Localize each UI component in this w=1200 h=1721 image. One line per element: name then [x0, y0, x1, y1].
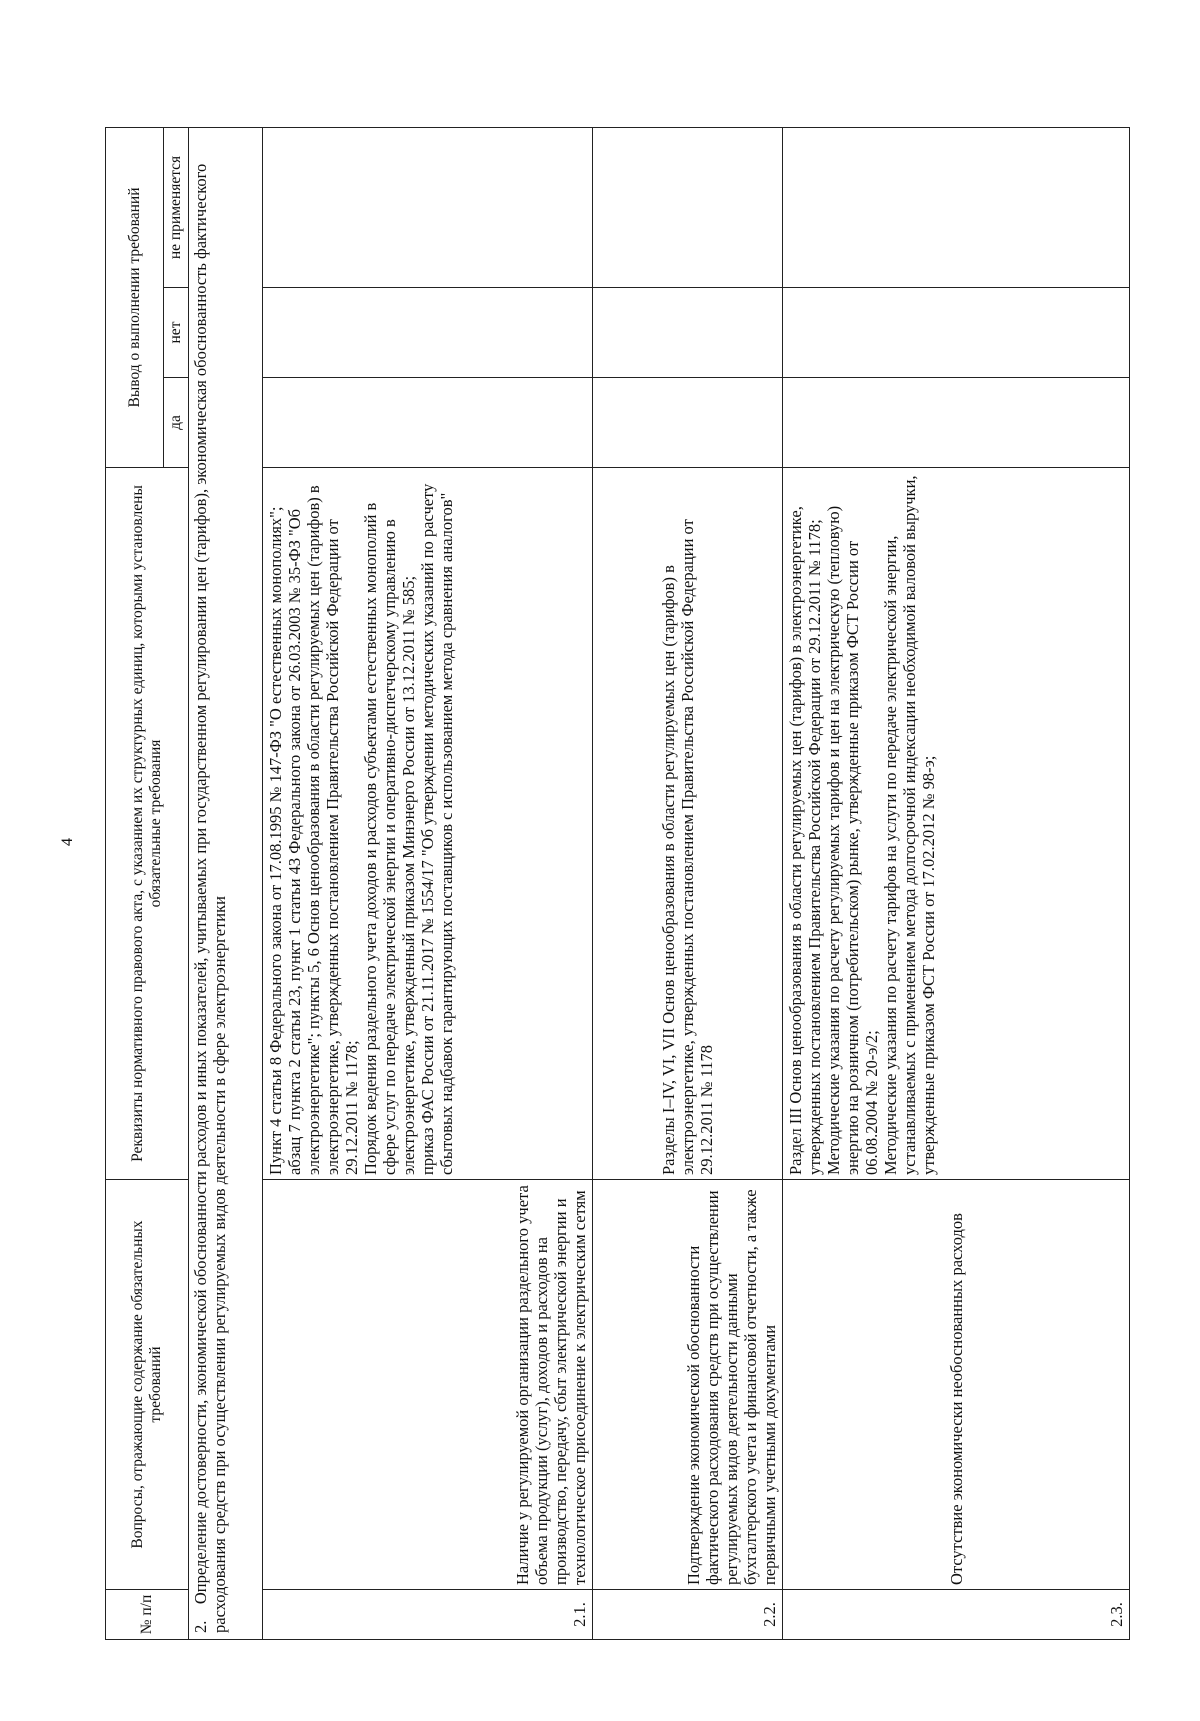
requisite-item: абзац 7 пункта 2 статьи 23, пункт 1 статьи 43 Федерального закона от 26.03.2003 № 35-ФЗ "Об электроэнергетике"; пункты 5, 6 Основ ценообразования в области регулируемых цен (тарифов) в электроэнергетике, утвержденных постановлением Правительства Российской Федерации от 29.12.2011 № 1178;: [285, 481, 361, 1175]
answer-yes-cell[interactable]: [783, 378, 1130, 468]
table-header-row: [106, 127, 164, 1639]
row-requisites: [783, 468, 1130, 1180]
answer-na-cell[interactable]: [593, 127, 783, 287]
section-text: Определение достоверности, экономической обоснованности расходов и иных показателей, учитываемых при государственном регулировании цен (тарифов), экономическая обоснованность фактического расходования средств при осуществлении регулируемых видов деятельности в сфере электроэнергетики: [191, 163, 229, 1633]
requisite-item: Пункт 4 статьи 8 Федерального закона от 17.08.1995 № 147-ФЗ "О естественных монополиях";: [266, 506, 285, 1175]
requisite-item: Раздел III Основ ценообразования в области регулируемых цен (тарифов) в электроэнергетике, утвержденных постановлением Правительства Российской Федерации от 29.12.2011 № 1178;: [786, 502, 824, 1175]
requisite-item: приказ ФАС России от 21.11.2017 № 1554/17 "Об утверждении методических указаний по расчету сбытовых надбавок гарантирующих поставщиков с использованием метода сравнения аналогов": [418, 479, 456, 1175]
section-num: 2.: [191, 1620, 210, 1633]
row-question: Наличие у регулируемой организации раздельного учета объема продукции (услуг), доходов и расходов на производство, передачу, сбыт электрической энергии и технологическое присоединение к электрическим сетям: [263, 1180, 593, 1590]
requisite-item: Методические указания по расчету регулируемых тарифов и цен на электрическую (тепловую) энергию на розничном (потребительском) рынке, утвержденные приказом ФСТ России от 06.08.2004 № 20-э/2;: [824, 501, 881, 1175]
requisite-item: Разделы I–IV, VI, VII Основ ценообразования в области регулируемых цен (тарифов) в электроэнергетике, утвержденных постановлением Правительства Российской Федерации от 29.12.2011 № 1178: [659, 515, 716, 1175]
row-question: Подтверждение экономической обоснованности фактического расходования средств при осуществлении регулируемых видов деятельности данными бухгалтерского учета и финансовой отчетности, а также первичными учетными документами: [593, 1180, 783, 1590]
requirements-table-frame: [105, 128, 1130, 1640]
header-no: нет: [164, 288, 189, 378]
row-num: 2.3.: [783, 1590, 1130, 1640]
header-requisites: Реквизиты нормативного правового акта, с указанием их структурных единиц, которыми установлены обязательные требования: [106, 468, 189, 1180]
header-na: не применяется: [164, 127, 189, 287]
table-row: [593, 127, 783, 1639]
answer-no-cell[interactable]: [263, 288, 593, 378]
answer-no-cell[interactable]: [593, 288, 783, 378]
row-question: Отсутствие экономически необоснованных расходов: [783, 1180, 1130, 1590]
row-num: 2.2.: [593, 1590, 783, 1640]
row-requisites: [263, 468, 593, 1180]
answer-yes-cell[interactable]: [263, 378, 593, 468]
header-yes: да: [164, 378, 189, 468]
answer-na-cell[interactable]: [783, 127, 1130, 287]
header-questions: Вопросы, отражающие содержание обязательных требований: [106, 1180, 189, 1590]
answer-no-cell[interactable]: [783, 288, 1130, 378]
section-cell: [189, 127, 263, 1639]
requisite-item: Порядок ведения раздельного учета доходов и расходов субъектами естественных монополий в сфере услуг по передаче электрической энергии и оперативно-диспетчерскому управлению в электроэнергетике, утвержденный приказом Минэнерго России от 13.12.2011 № 585;: [361, 498, 418, 1175]
answer-yes-cell[interactable]: [593, 378, 783, 468]
answer-na-cell[interactable]: [263, 127, 593, 287]
requisite-item: Методические указания по расчету тарифов на услуги по передаче электрической энергии, устанавливаемых с применением метода долгосрочной индексации необходимой валовой выручки, утвержденные приказом ФСТ России от 17.02.2012 № 98-э;: [881, 471, 938, 1175]
table-row: [783, 127, 1130, 1639]
table-row: [263, 127, 593, 1639]
page-number: 4: [59, 838, 76, 846]
row-requisites: [593, 468, 783, 1180]
section-row: [189, 127, 263, 1639]
row-num: 2.1.: [263, 1590, 593, 1640]
requirements-table: [105, 127, 1130, 1640]
header-conclusion: Вывод о выполнении требований: [106, 127, 164, 467]
header-num: № п/п: [106, 1590, 189, 1640]
